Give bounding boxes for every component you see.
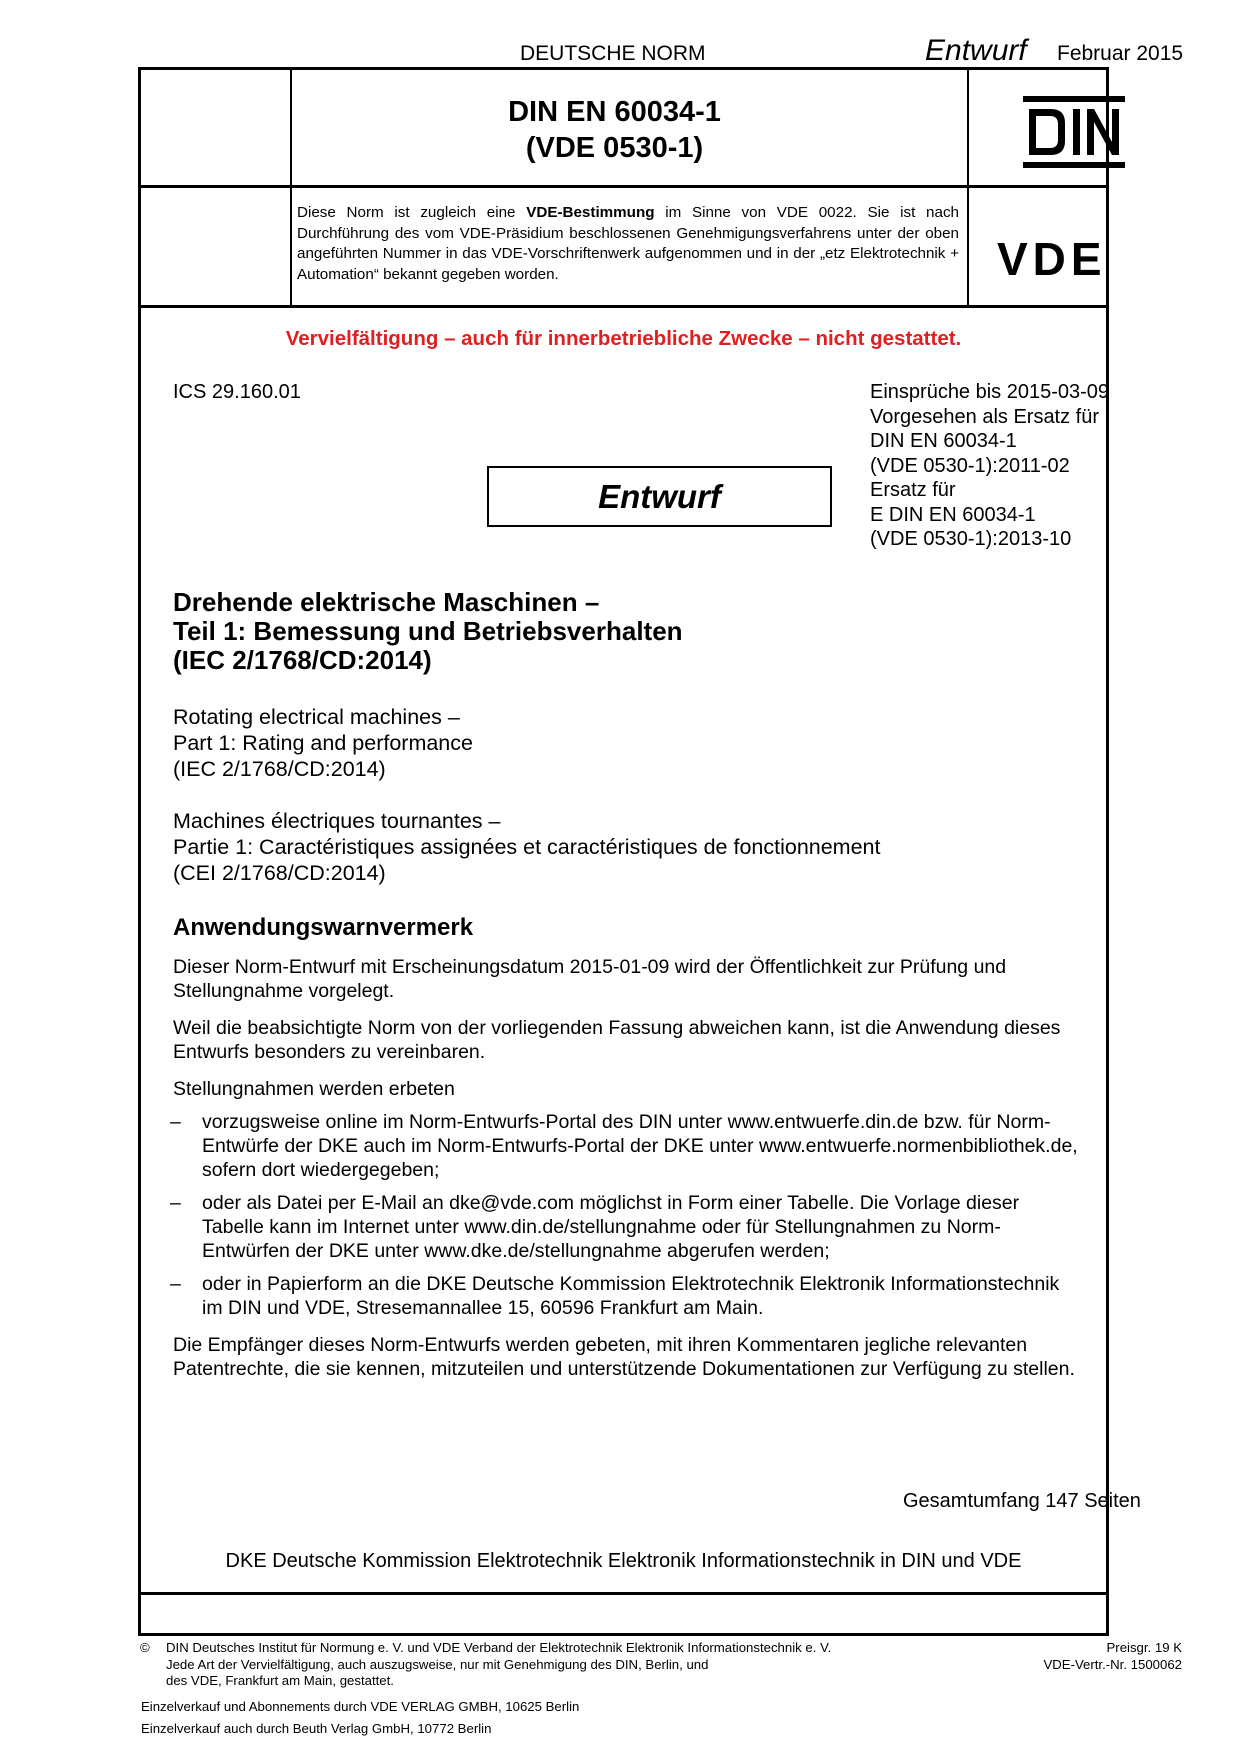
- list-item: [170, 1110, 1085, 1182]
- vde-note-bold: VDE-Bestimmung: [526, 204, 655, 221]
- replacement-info: [870, 380, 1109, 552]
- copyright-notice: [140, 1640, 1040, 1690]
- total-pages: Gesamtumfang 147 Seiten: [903, 1490, 1141, 1512]
- title-line: Part 1: Rating and performance: [173, 731, 473, 755]
- list-item: [170, 1272, 1085, 1320]
- copyright-line: Jede Art der Vervielfältigung, auch auszugsweise, nur mit Genehmigung des DIN, Berlin, und: [166, 1656, 709, 1672]
- issue-date: Februar 2015: [1057, 42, 1184, 65]
- title-line: (IEC 2/1768/CD:2014): [173, 757, 386, 781]
- title-french: [173, 808, 880, 886]
- draft-stamp-label: Entwurf: [598, 477, 721, 515]
- price-info: [1040, 1640, 1182, 1673]
- warning-para-1: [173, 955, 1083, 1003]
- ics-code: ICS 29.160.01: [173, 381, 301, 403]
- warning-para-2: [173, 1016, 1083, 1064]
- warning-text: Stellungnahmen werden erbeten: [173, 1078, 455, 1100]
- vde-note: [297, 203, 959, 285]
- warning-text: Weil die beabsichtigte Norm von der vorliegenden Fassung abweichen kann, ist die Anwendung dieses Entwurfs besonders zu vereinbaren.: [173, 1017, 1061, 1063]
- replacement-line: DIN EN 60034-1: [870, 430, 1017, 452]
- replacement-line: (VDE 0530-1):2011-02: [870, 454, 1070, 477]
- standard-title: [260, 94, 969, 166]
- title-line: (IEC 2/1768/CD:2014): [173, 645, 432, 675]
- din-logo: [1023, 96, 1125, 173]
- title-line: Teil 1: Bemessung und Betriebsverhalten: [173, 616, 683, 646]
- list-item-text: oder als Datei per E-Mail an dke@vde.com möglichst in Form einer Tabelle. Die Vorlage dieser Tabelle kann im Internet unter www.din.de/stellungnahme oder für Stellungnahmen zu Norm-Entwürfen der DKE unter www.dke.de/stellungnahme abgerufen werden;: [202, 1192, 1020, 1262]
- warning-text: Die Empfänger dieses Norm-Entwurfs werden gebeten, mit ihren Kommentaren jegliche relevanten Patentrechte, die sie kennen, mitzuteilen und unterstützende Dokumentationen zur Verfügung zu stellen.: [173, 1334, 1075, 1380]
- list-dash: –: [170, 1111, 181, 1133]
- title-german: [173, 588, 683, 675]
- title-line: Partie 1: Caractéristiques assignées et caractéristiques de fonctionnement: [173, 835, 881, 859]
- dke-name: DKE Deutsche Kommission Elektrotechnik Elektronik Informationstechnik in DIN und VDE: [225, 1550, 1022, 1572]
- warning-para-3: [173, 1077, 1083, 1101]
- vde-number: (VDE 0530-1): [525, 132, 704, 164]
- frame-rule-1: [141, 185, 1106, 188]
- norm-type: DEUTSCHE NORM: [520, 42, 706, 65]
- reproduction-notice: Vervielfältigung – auch für innerbetriebliche Zwecke – nicht gestattet.: [285, 327, 962, 350]
- sales-line: Einzelverkauf auch durch Beuth Verlag GmbH, 10772 Berlin: [141, 1721, 492, 1736]
- comment-channels-list: [170, 1110, 1085, 1329]
- sales-line: Einzelverkauf und Abonnements durch VDE VERLAG GMBH, 10625 Berlin: [141, 1699, 580, 1714]
- list-dash: –: [170, 1192, 181, 1214]
- title-line: Machines électriques tournantes –: [173, 809, 501, 833]
- title-line: (CEI 2/1768/CD:2014): [173, 861, 386, 885]
- list-dash: –: [170, 1273, 181, 1295]
- list-item: [170, 1191, 1085, 1263]
- draft-stamp: [487, 466, 832, 527]
- vde-logo: VDE: [997, 233, 1107, 285]
- objection-deadline: Einsprüche bis 2015-03-09: [870, 381, 1110, 403]
- price-group: Preisgr. 19 K: [1106, 1640, 1182, 1655]
- vde-note-prefix: Diese Norm ist zugleich eine: [297, 204, 527, 221]
- draft-status: Entwurf: [925, 34, 1027, 67]
- vde-sales-number: VDE-Vertr.-Nr. 1500062: [1043, 1656, 1182, 1672]
- frame-rule-2: [141, 305, 1106, 308]
- replacement-line: Ersatz für: [870, 479, 956, 501]
- title-line: Rotating electrical machines –: [173, 705, 460, 729]
- replacement-line: E DIN EN 60034-1: [870, 503, 1036, 526]
- copyright-line: DIN Deutsches Institut für Normung e. V. und VDE Verband der Elektrotechnik Elektronik Informationstechnik e. V.: [166, 1640, 832, 1655]
- vde-note-rest: im Sinne von VDE 0022. Sie ist nach Durchführung des vom VDE-Präsidium beschlossenen Genehmigungsverfahrens unter der oben angeführten Nummer in das VDE-Vorschriftenwerk aufgenommen und in der „etz Elektrotechnik + Automation“ bekannt gegeben worden.: [297, 204, 959, 283]
- list-item-text: vorzugsweise online im Norm-Entwurfs-Portal des DIN unter www.entwuerfe.din.de bzw. für Norm-Entwürfe der DKE auch im Norm-Entwurfs-Portal der DKE unter www.entwuerfe.normenbibliothek.de, sofern dort wiedergegeben;: [202, 1111, 1078, 1181]
- title-english: [173, 704, 473, 782]
- list-item-text: oder in Papierform an die DKE Deutsche Kommission Elektrotechnik Elektronik Informationstechnik im DIN und VDE, Stresemannallee 15, 60596 Frankfurt am Main.: [202, 1273, 1060, 1319]
- copyright-symbol: ©: [140, 1640, 150, 1655]
- frame-rule-3: [141, 1592, 1106, 1595]
- replacement-line: Vorgesehen als Ersatz für: [870, 405, 1100, 428]
- title-line: Drehende elektrische Maschinen –: [173, 587, 600, 617]
- warning-para-4: [173, 1333, 1083, 1381]
- sales-info: [141, 1696, 579, 1740]
- standard-number: DIN EN 60034-1: [508, 96, 721, 128]
- replacement-line: (VDE 0530-1):2013-10: [870, 528, 1072, 550]
- copyright-line: des VDE, Frankfurt am Main, gestattet.: [166, 1673, 394, 1688]
- warning-text: Dieser Norm-Entwurf mit Erscheinungsdatum 2015-01-09 wird der Öffentlichkeit zur Prüfung und Stellungnahme vorgelegt.: [173, 956, 1007, 1002]
- warning-heading: Anwendungswarnvermerk: [173, 914, 474, 941]
